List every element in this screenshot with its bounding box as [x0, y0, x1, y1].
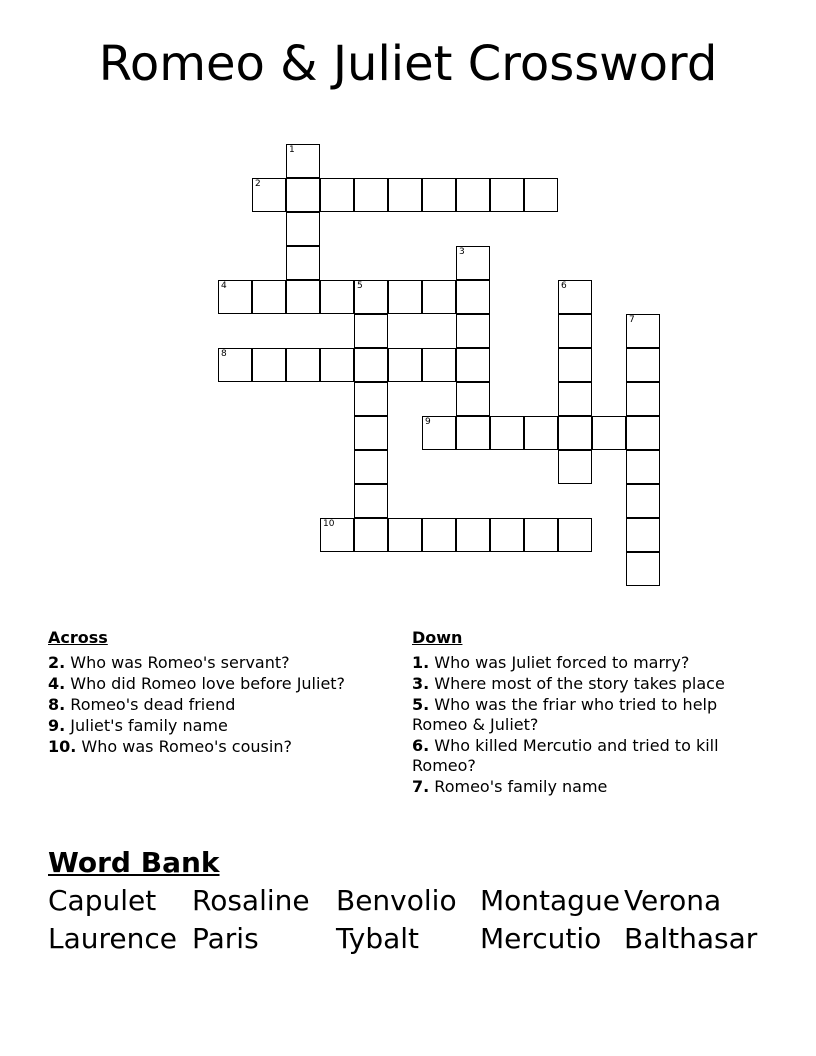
grid-cell[interactable] [524, 178, 558, 212]
clue-item-text: Romeo's dead friend [65, 695, 236, 714]
grid-cell[interactable] [456, 178, 490, 212]
grid-cell[interactable] [422, 348, 456, 382]
clue-item [412, 674, 742, 694]
grid-cell[interactable] [218, 348, 252, 382]
clue-item-text: Who killed Mercutio and tried to kill Romeo? [412, 736, 719, 775]
clue-item-number: 5. [412, 695, 430, 714]
grid-cell[interactable] [286, 246, 320, 280]
clue-item-text: Who was Romeo's cousin? [76, 737, 292, 756]
clue-number: 4 [221, 281, 227, 291]
grid-cell[interactable] [456, 246, 490, 280]
grid-cell[interactable] [524, 416, 558, 450]
grid-cell[interactable] [592, 416, 626, 450]
grid-cell[interactable] [388, 280, 422, 314]
grid-cell[interactable] [354, 348, 388, 382]
grid-cell[interactable] [388, 178, 422, 212]
clue-item [48, 716, 398, 736]
grid-cell[interactable] [456, 348, 490, 382]
grid-cell[interactable] [626, 348, 660, 382]
grid-cell[interactable] [388, 348, 422, 382]
grid-cell[interactable] [626, 450, 660, 484]
clue-item [412, 736, 742, 776]
grid-cell[interactable] [354, 178, 388, 212]
grid-cell[interactable] [456, 280, 490, 314]
grid-cell[interactable] [626, 382, 660, 416]
clue-item-text: Where most of the story takes place [429, 674, 725, 693]
grid-cell[interactable] [320, 280, 354, 314]
grid-cell[interactable] [456, 382, 490, 416]
clue-item [48, 695, 398, 715]
word-bank-word: Paris [192, 922, 259, 955]
grid-cell[interactable] [490, 518, 524, 552]
word-bank-word: Montague [480, 884, 620, 917]
grid-cell[interactable] [252, 178, 286, 212]
grid-cell[interactable] [558, 314, 592, 348]
word-bank-row [48, 920, 788, 958]
across-heading: Across [48, 628, 108, 647]
clue-item-number: 10. [48, 737, 77, 756]
grid-cell[interactable] [252, 280, 286, 314]
grid-cell[interactable] [286, 348, 320, 382]
grid-cell[interactable] [558, 348, 592, 382]
grid-cell[interactable] [388, 518, 422, 552]
grid-cell[interactable] [626, 518, 660, 552]
grid-cell[interactable] [422, 280, 456, 314]
clue-item [412, 653, 742, 673]
word-bank-word: Benvolio [336, 884, 457, 917]
grid-cell[interactable] [354, 416, 388, 450]
across-clue-list [48, 653, 398, 757]
grid-cell[interactable] [286, 144, 320, 178]
grid-cell[interactable] [354, 450, 388, 484]
clue-item-number: 2. [48, 653, 66, 672]
clue-number: 2 [255, 179, 261, 189]
grid-cell[interactable] [218, 280, 252, 314]
grid-cell[interactable] [558, 416, 592, 450]
grid-cell[interactable] [422, 518, 456, 552]
grid-cell[interactable] [626, 552, 660, 586]
clue-item-text: Who did Romeo love before Juliet? [65, 674, 346, 693]
clue-item-text: Juliet's family name [65, 716, 228, 735]
down-clue-list [412, 653, 742, 797]
grid-cell[interactable] [558, 382, 592, 416]
word-bank-word: Capulet [48, 884, 157, 917]
word-bank-title: Word Bank [48, 846, 220, 879]
grid-cell[interactable] [558, 518, 592, 552]
grid-cell[interactable] [354, 518, 388, 552]
word-bank-word: Verona [624, 884, 722, 917]
word-bank-word: Tybalt [336, 922, 420, 955]
grid-cell[interactable] [524, 518, 558, 552]
grid-cell[interactable] [286, 280, 320, 314]
clue-number: 9 [425, 417, 431, 427]
grid-cell[interactable] [456, 314, 490, 348]
grid-cell[interactable] [490, 178, 524, 212]
clue-item [48, 674, 398, 694]
down-clues [412, 628, 742, 798]
clue-number: 8 [221, 349, 227, 359]
grid-cell[interactable] [422, 416, 456, 450]
word-bank [48, 882, 788, 958]
across-clues [48, 628, 398, 758]
grid-cell[interactable] [354, 484, 388, 518]
clue-item-number: 4. [48, 674, 66, 693]
clue-item [412, 777, 742, 797]
page-title: Romeo & Juliet Crossword [98, 36, 718, 92]
grid-cell[interactable] [286, 178, 320, 212]
clue-number: 6 [561, 281, 567, 291]
grid-cell[interactable] [320, 348, 354, 382]
grid-cell[interactable] [558, 450, 592, 484]
word-bank-row [48, 882, 788, 920]
clue-item-text: Romeo's family name [429, 777, 608, 796]
clue-number: 7 [629, 315, 635, 325]
grid-cell[interactable] [626, 314, 660, 348]
clue-item-number: 8. [48, 695, 66, 714]
clue-item-number: 3. [412, 674, 430, 693]
word-bank-word: Balthasar [624, 922, 758, 955]
grid-cell[interactable] [252, 348, 286, 382]
clue-item-number: 1. [412, 653, 430, 672]
grid-cell[interactable] [354, 280, 388, 314]
grid-cell[interactable] [456, 416, 490, 450]
grid-cell[interactable] [456, 518, 490, 552]
grid-cell[interactable] [626, 484, 660, 518]
word-bank-word: Rosaline [192, 884, 310, 917]
clue-number: 10 [323, 519, 335, 529]
grid-cell[interactable] [286, 212, 320, 246]
clue-item-number: 7. [412, 777, 430, 796]
clue-item-text: Who was Juliet forced to marry? [429, 653, 690, 672]
grid-cell[interactable] [320, 518, 354, 552]
grid-cell[interactable] [626, 416, 660, 450]
grid-cell[interactable] [320, 178, 354, 212]
word-bank-word: Mercutio [480, 922, 602, 955]
grid-cell[interactable] [354, 382, 388, 416]
clue-number: 1 [289, 145, 295, 155]
grid-cell[interactable] [558, 280, 592, 314]
word-bank-word: Laurence [48, 922, 177, 955]
grid-cell[interactable] [490, 416, 524, 450]
clue-item [48, 737, 398, 757]
clue-item [48, 653, 398, 673]
clue-number: 3 [459, 247, 465, 257]
clue-item [412, 695, 742, 735]
clue-item-number: 9. [48, 716, 66, 735]
clue-item-text: Who was the friar who tried to help Romeo & Juliet? [412, 695, 718, 734]
clue-item-text: Who was Romeo's servant? [65, 653, 290, 672]
down-heading: Down [412, 628, 463, 647]
grid-cell[interactable] [422, 178, 456, 212]
grid-cell[interactable] [354, 314, 388, 348]
clue-item-number: 6. [412, 736, 430, 755]
clue-number: 5 [357, 281, 363, 291]
